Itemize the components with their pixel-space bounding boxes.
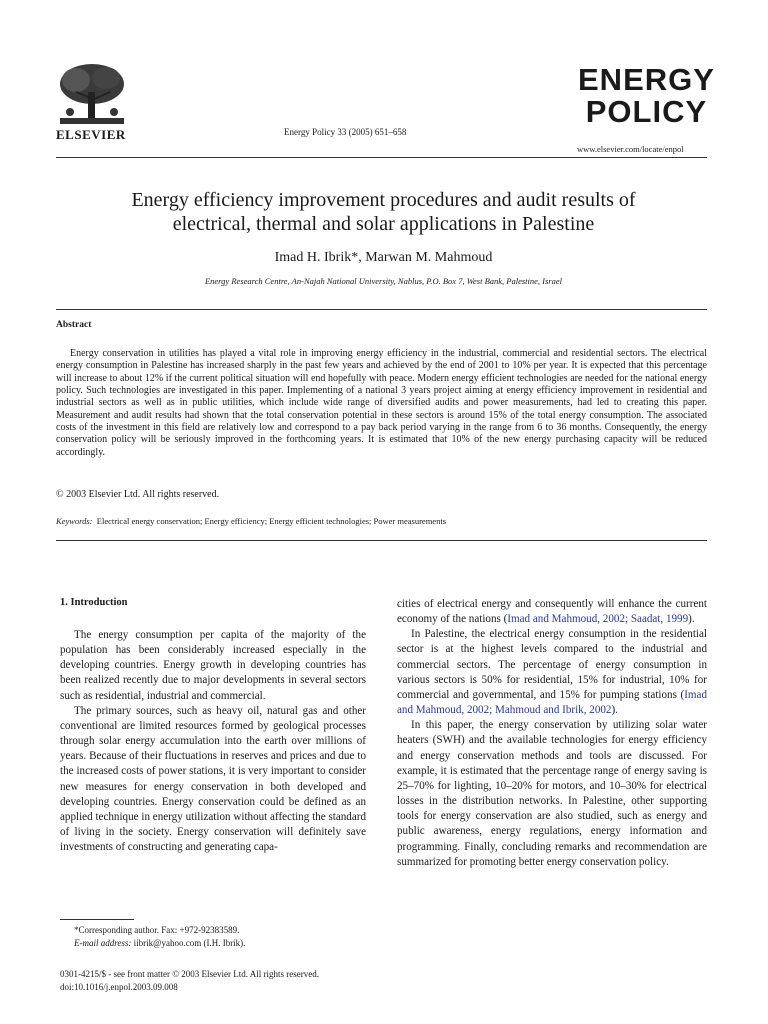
keywords-list: Electrical energy conservation; Energy efficiency; Energy efficient technologies; Power measurements <box>96 516 447 526</box>
footnote-divider <box>60 919 134 920</box>
journal-logo-line2: POLICY <box>585 94 708 129</box>
article-title <box>60 188 707 236</box>
abstract-text <box>56 348 707 459</box>
body-column-right <box>397 597 707 870</box>
paragraph-text: The primary sources, such as heavy oil, natural gas and other conventional are limited resources formed by geological processes through solar energy accumulation into the earth over millions of years. Because of their fluctuations in reserves and prices and due to the increased costs of power stations, it is very important to consider new measures for energy conservation in both developed and developing countries. Energy conservation could be defined as an applied technique in energy utilization without affecting the standard of living in the society. Energy conservation will definitely save investments of constructing and generating capa- <box>60 704 366 854</box>
email-address[interactable]: iibrik@yahoo.com (I.H. Ibrik). <box>133 938 246 948</box>
keywords-label: Keywords: <box>56 516 93 526</box>
paragraph <box>397 627 707 718</box>
footnote <box>60 924 245 950</box>
front-matter <box>60 968 319 994</box>
doi-line[interactable]: doi:10.1016/j.enpol.2003.09.008 <box>60 982 178 992</box>
paragraph-text: ). <box>611 704 618 717</box>
paragraph <box>397 718 707 870</box>
paragraph-text: In this paper, the energy conservation by utilizing solar water heaters (SWH) and the available technologies for energy efficiency and energy conservation methods and tools are discussed. For example, it is estimated that the percentage range of energy saving is 25–70% for lighting, 10–20% for motors, and 10–30% for electrical losses in the distribution networks. In Palestine, other supporting tools for energy conservation are also studied, such as energy and public awareness, energy regulations, energy information and programming. Finally, concluding remarks and recommendation are summarized for promoting better energy conservation policy. <box>397 719 707 868</box>
abstract-heading: Abstract <box>56 320 92 330</box>
paragraph-text: cities of electrical energy and consequently will enhance the current economy of the nations ( <box>397 598 707 626</box>
keywords <box>56 516 446 526</box>
abstract-copyright: © 2003 Elsevier Ltd. All rights reserved. <box>56 489 220 500</box>
title-divider <box>56 309 707 310</box>
paragraph <box>60 628 366 704</box>
abstract-body: Energy conservation in utilities has played a vital role in improving energy efficiency in the industrial, commercial and residential sectors. The electrical energy consumption in Palestine has increased sharply in the past few years and achieved by the end of 2001 to 10% per year. It is expected that this percentage will increase to about 12% if the current political situation will end hopefully with peace. Modern energy efficient technologies are needed for the national energy policy. Such technologies are investigated in this paper. Implementing of a national 3 years project aiming at energy efficiency improvement in residential and industrial sectors as well as in public utilities, which include wide range of diversified audits and power measurements, had led to creating this paper. Measurement and audit results had shown that the total conservation potential in these sectors is around 15% of the total energy consumption. The associated costs of the investment in this field are relatively low and correspond to a pay back period varying in the range from 6 to 36 months. Consequently, the energy conservation policy will be seriously improved in the forthcoming years. It is estimated that 10% of the new energy purchasing capacity will be reduced accordingly. <box>56 348 707 458</box>
paragraph <box>60 704 366 856</box>
elsevier-tree-logo-icon <box>56 62 128 128</box>
email-label: E-mail address: <box>74 938 132 948</box>
paragraph <box>397 597 707 627</box>
journal-logo <box>578 64 715 128</box>
paragraph-text: ). <box>688 613 695 626</box>
publisher-name: ELSEVIER <box>56 127 126 142</box>
email-note <box>60 937 245 950</box>
citation-link[interactable]: Imad and Mahmoud, 2002; Saadat, 1999 <box>507 613 689 626</box>
issn-line: 0301-4215/$ - see front matter © 2003 Elsevier Ltd. All rights reserved. <box>60 969 320 979</box>
article-title-line1: Energy efficiency improvement procedures and audit results of <box>131 189 636 211</box>
journal-logo-line1: ENERGY <box>578 62 715 97</box>
journal-citation: Energy Policy 33 (2005) 651–658 <box>284 127 407 137</box>
header-divider <box>56 157 707 158</box>
journal-url[interactable]: www.elsevier.com/locate/enpol <box>577 144 684 154</box>
citation-link[interactable]: Imad and Mahmoud, 2002; Mahmoud and Ibrik, 2002 <box>397 688 707 717</box>
paragraph-text: The energy consumption per capita of the majority of the population has been considerably increased especially in the developing countries. Energy growth in developing countries has been realized recently due to major developments in several sectors such as residential, industrial and commercial. <box>60 629 366 702</box>
section-heading-introduction: 1. Introduction <box>60 597 128 608</box>
author-affiliation: Energy Research Centre, An-Najah National University, Nablus, P.O. Box 7, West Bank, Palestine, Israel <box>204 276 563 286</box>
body-column-left <box>60 628 366 855</box>
corresponding-author-note: *Corresponding author. Fax: +972-92383589. <box>74 925 240 935</box>
abstract-divider <box>56 540 707 541</box>
paragraph-text: In Palestine, the electrical energy consumption in the residential sector is at the highest levels compared to the industrial and commercial sectors. The percentage of energy consumption in various sectors is 50% for residential, 15% for industrial, 10% for commercial and governmental, and 15% for pumping stations ( <box>397 628 707 701</box>
article-title-line2: electrical, thermal and solar applications in Palestine <box>172 213 595 235</box>
article-authors: Imad H. Ibrik*, Marwan M. Mahmoud <box>274 250 493 265</box>
